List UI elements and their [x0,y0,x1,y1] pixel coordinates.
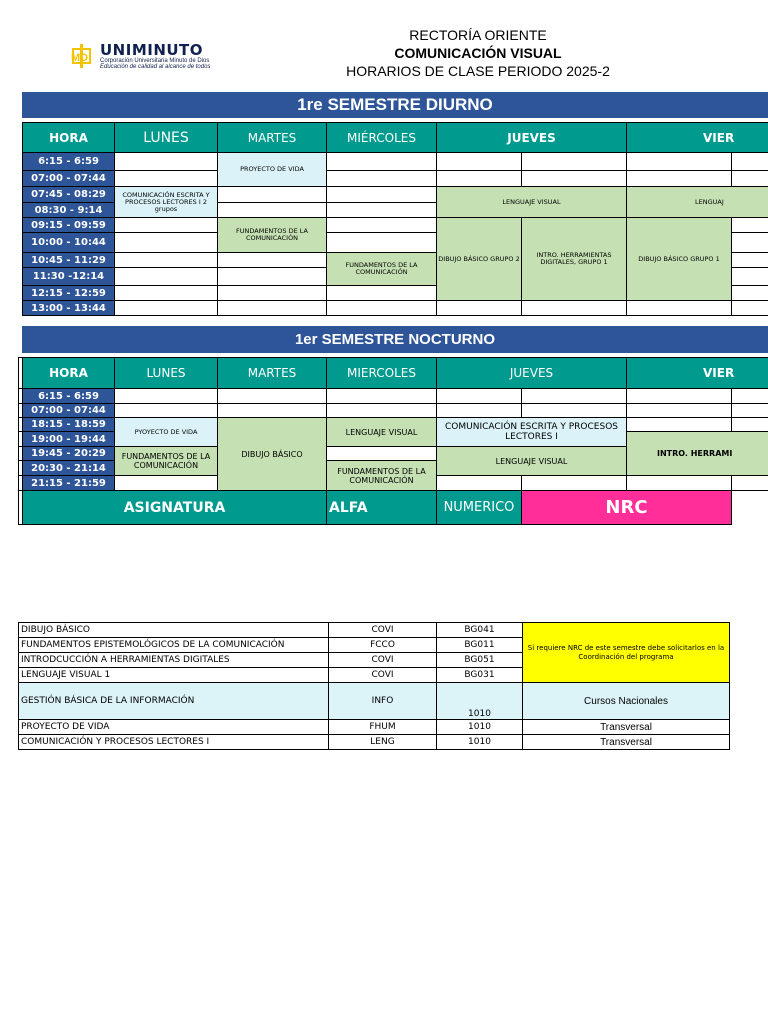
course-nrc: Transversal [523,720,730,735]
empty-cell [522,389,627,404]
empty-cell [732,418,768,432]
nocturno-lunes-proyecto-vida: PYOYECTO DE VIDA [115,418,218,447]
empty-cell [732,301,768,316]
nocturno-hour: 6:15 - 6:59 [23,389,115,404]
nocturno-hour: 21:15 - 21:59 [23,476,115,491]
diurno-header-miercoles: MIÉRCOLES [327,123,437,153]
nocturno-martes-dibujo: DIBUJO BÁSICO [218,418,327,491]
course-num: 1010 [437,735,523,750]
course-name: COMUNICACIÓN Y PROCESOS LECTORES I [19,735,329,750]
course-num: BG051 [437,653,523,668]
course-alfa: INFO [329,683,437,720]
empty-cell [732,253,768,268]
empty-cell [437,389,522,404]
course-name: INTRODCUCCIÓN A HERRAMIENTAS DIGITALES [19,653,329,668]
diurno-hour: 10:45 - 11:29 [23,253,115,268]
course-name: PROYECTO DE VIDA [19,720,329,735]
course-alfa: FCCO [329,638,437,653]
empty-cell [437,153,522,171]
empty-cell [327,301,437,316]
empty-cell [115,476,218,491]
empty-cell [732,153,768,171]
diurno-header-lunes: LUNES [115,123,218,153]
empty-cell [327,187,437,203]
course-nrc: Transversal [523,735,730,750]
nrc-request-note: Si requiere NRC de este semestre debe solicitarlos en la Coordinación del programa [523,623,730,683]
diurno-hour: 08:30 - 9:14 [23,203,115,218]
logo-name: UNIMINUTO [100,41,204,59]
empty-cell [522,404,627,418]
diurno-header-hora: HORA [23,123,115,153]
diurno-header-martes: MARTES [218,123,327,153]
empty-cell [732,286,768,301]
course-num: BG031 [437,668,523,683]
diurno-miercoles-fundamentos: FUNDAMENTOS DE LA COMUNICACIÓN [327,253,437,286]
diurno-hour: 07:00 - 07:44 [23,171,115,187]
empty-cell [522,171,627,187]
nocturno-jueves-lenguaje-visual: LENGUAJE VISUAL [437,447,627,476]
empty-cell [115,389,218,404]
empty-cell [327,389,437,404]
empty-cell [522,301,627,316]
empty-cell [115,171,218,187]
empty-cell [732,218,768,233]
nocturno-lunes-fundamentos: FUNDAMENTOS DE LA COMUNICACIÓN [115,447,218,476]
empty-cell [627,418,732,432]
empty-cell [327,233,437,253]
empty-cell [115,301,218,316]
diurno-viernes-lenguaje-visual: LENGUAJ [627,187,768,218]
nocturno-header-hora: HORA [23,358,115,389]
diurno-schedule-table [22,122,768,316]
empty-cell [437,404,522,418]
course-nrc: Cursos Nacionales [523,683,730,720]
empty-cell [627,171,732,187]
diurno-hour: 12:15 - 12:59 [23,286,115,301]
empty-cell [327,153,437,171]
nocturno-header-martes: MARTES [218,358,327,389]
header-rectoria: RECTORÍA ORIENTE [409,27,547,43]
diurno-hour: 11:30 -12:14 [23,268,115,286]
diurno-martes-proyecto-vida: PROYECTO DE VIDA [218,153,327,187]
nocturno-hour: 19:00 - 19:44 [23,432,115,447]
diurno-hour: 10:00 - 10:44 [23,233,115,253]
course-num: BG011 [437,638,523,653]
empty-cell [218,187,327,203]
empty-cell [115,404,218,418]
empty-cell [327,404,437,418]
course-alfa: COVI [329,668,437,683]
empty-cell [327,203,437,218]
empty-cell [327,218,437,233]
diurno-jueves-intro-herramientas: INTRO. HERRAMIENTAS DIGITALES, GRUPO 1 [522,218,627,301]
diurno-jueves-lenguaje-visual: LENGUAJE VISUAL [437,187,627,218]
empty-cell [115,153,218,171]
empty-cell [115,253,218,268]
empty-cell [732,389,768,404]
diurno-lunes-comunicacion-escrita: COMUNICACIÓN ESCRITA Y PROCESOS LECTORES I 2 grupos [115,187,218,218]
nocturno-hour: 20:30 - 21:14 [23,461,115,476]
empty-cell [218,301,327,316]
empty-cell [115,233,218,253]
empty-cell [732,233,768,253]
empty-cell [522,153,627,171]
course-alfa: FHUM [329,720,437,735]
nocturno-title: 1er SEMESTRE NOCTURNO [294,331,496,348]
diurno-header-viernes: VIER [627,123,768,153]
course-list-table [18,622,730,750]
nocturno-hour: 19:45 - 20:29 [23,447,115,461]
course-alfa: LENG [329,735,437,750]
empty-cell [627,153,732,171]
nocturno-header-jueves: JUEVES [437,358,627,389]
empty-cell [115,268,218,286]
course-alfa: COVI [329,653,437,668]
empty-cell [218,389,327,404]
header-program: COMUNICACIÓN VISUAL [394,45,562,61]
empty-cell [437,171,522,187]
course-name: GESTIÓN BÁSICA DE LA INFORMACIÓN [19,683,329,720]
nocturno-miercoles-fundamentos: FUNDAMENTOS DE LA COMUNICACIÓN [327,461,437,491]
diurno-hour: 13:00 - 13:44 [23,301,115,316]
course-num: 1010 [437,683,523,720]
diurno-hour: 6:15 - 6:59 [23,153,115,171]
empty-cell [732,476,768,491]
md-letters: MD [71,52,89,64]
empty-cell [627,476,732,491]
empty-cell [437,476,522,491]
nocturno-header-viernes: VIER [627,358,768,389]
blank-cell [732,491,768,525]
diurno-title-bar [22,92,768,118]
diurno-hour: 07:45 - 08:29 [23,187,115,203]
empty-cell [218,268,327,286]
course-name: DIBUJO BÁSICO [19,623,329,638]
diurno-martes-fundamentos: FUNDAMENTOS DE LA COMUNICACIÓN [218,218,327,253]
empty-cell [218,286,327,301]
header-period: HORARIOS DE CLASE PERIODO 2025-2 [346,63,610,79]
nocturno-viernes-intro-herramientas: INTRO. HERRAMI [627,432,768,476]
empty-cell [627,389,732,404]
empty-cell [437,301,522,316]
empty-cell [218,203,327,218]
empty-cell [115,218,218,233]
empty-cell [732,171,768,187]
course-alfa: COVI [329,623,437,638]
legend-asignatura: ASIGNATURA [23,491,327,525]
logo-tagline: Educación de calidad al alcance de todos [100,64,211,70]
diurno-viernes-dibujo-g1: DIBUJO BÁSICO GRUPO 1 [627,218,732,301]
course-name: FUNDAMENTOS EPISTEMOLÓGICOS DE LA COMUNICACIÓN [19,638,329,653]
empty-cell [327,447,437,461]
nocturno-header-miercoles: MIERCOLES [327,358,437,389]
nocturno-header-lunes: LUNES [115,358,218,389]
course-num: 1010 [437,720,523,735]
nocturno-hour: 07:00 - 07:44 [23,404,115,418]
empty-cell [115,286,218,301]
nocturno-hour: 18:15 - 18:59 [23,418,115,432]
diurno-title: 1re SEMESTRE DIURNO [297,95,493,114]
nocturno-schedule-table [18,357,768,525]
empty-cell [627,404,732,418]
empty-cell [327,171,437,187]
logo-subtitle: Corporación Universitaria Minuto de Dios [100,58,210,64]
empty-cell [627,301,732,316]
empty-cell [218,404,327,418]
course-name: LENGUAJE VISUAL 1 [19,668,329,683]
legend-nrc: NRC [522,491,732,525]
diurno-hour: 09:15 - 09:59 [23,218,115,233]
diurno-jueves-dibujo-g2: DIBUJO BÁSICO GRUPO 2 [437,218,522,301]
nocturno-title-bar [22,326,768,353]
empty-cell [327,286,437,301]
empty-cell [522,476,627,491]
course-num: BG041 [437,623,523,638]
legend-alfa: ALFA [327,491,437,525]
empty-cell [732,404,768,418]
empty-cell [732,268,768,286]
nocturno-jueves-comunicacion-escrita: COMUNICACIÓN ESCRITA Y PROCESOS LECTORES I [437,418,627,447]
diurno-header-jueves: JUEVES [437,123,627,153]
legend-numerico: NUMERICO [437,491,522,525]
empty-cell [218,253,327,268]
nocturno-miercoles-lenguaje-visual: LENGUAJE VISUAL [327,418,437,447]
